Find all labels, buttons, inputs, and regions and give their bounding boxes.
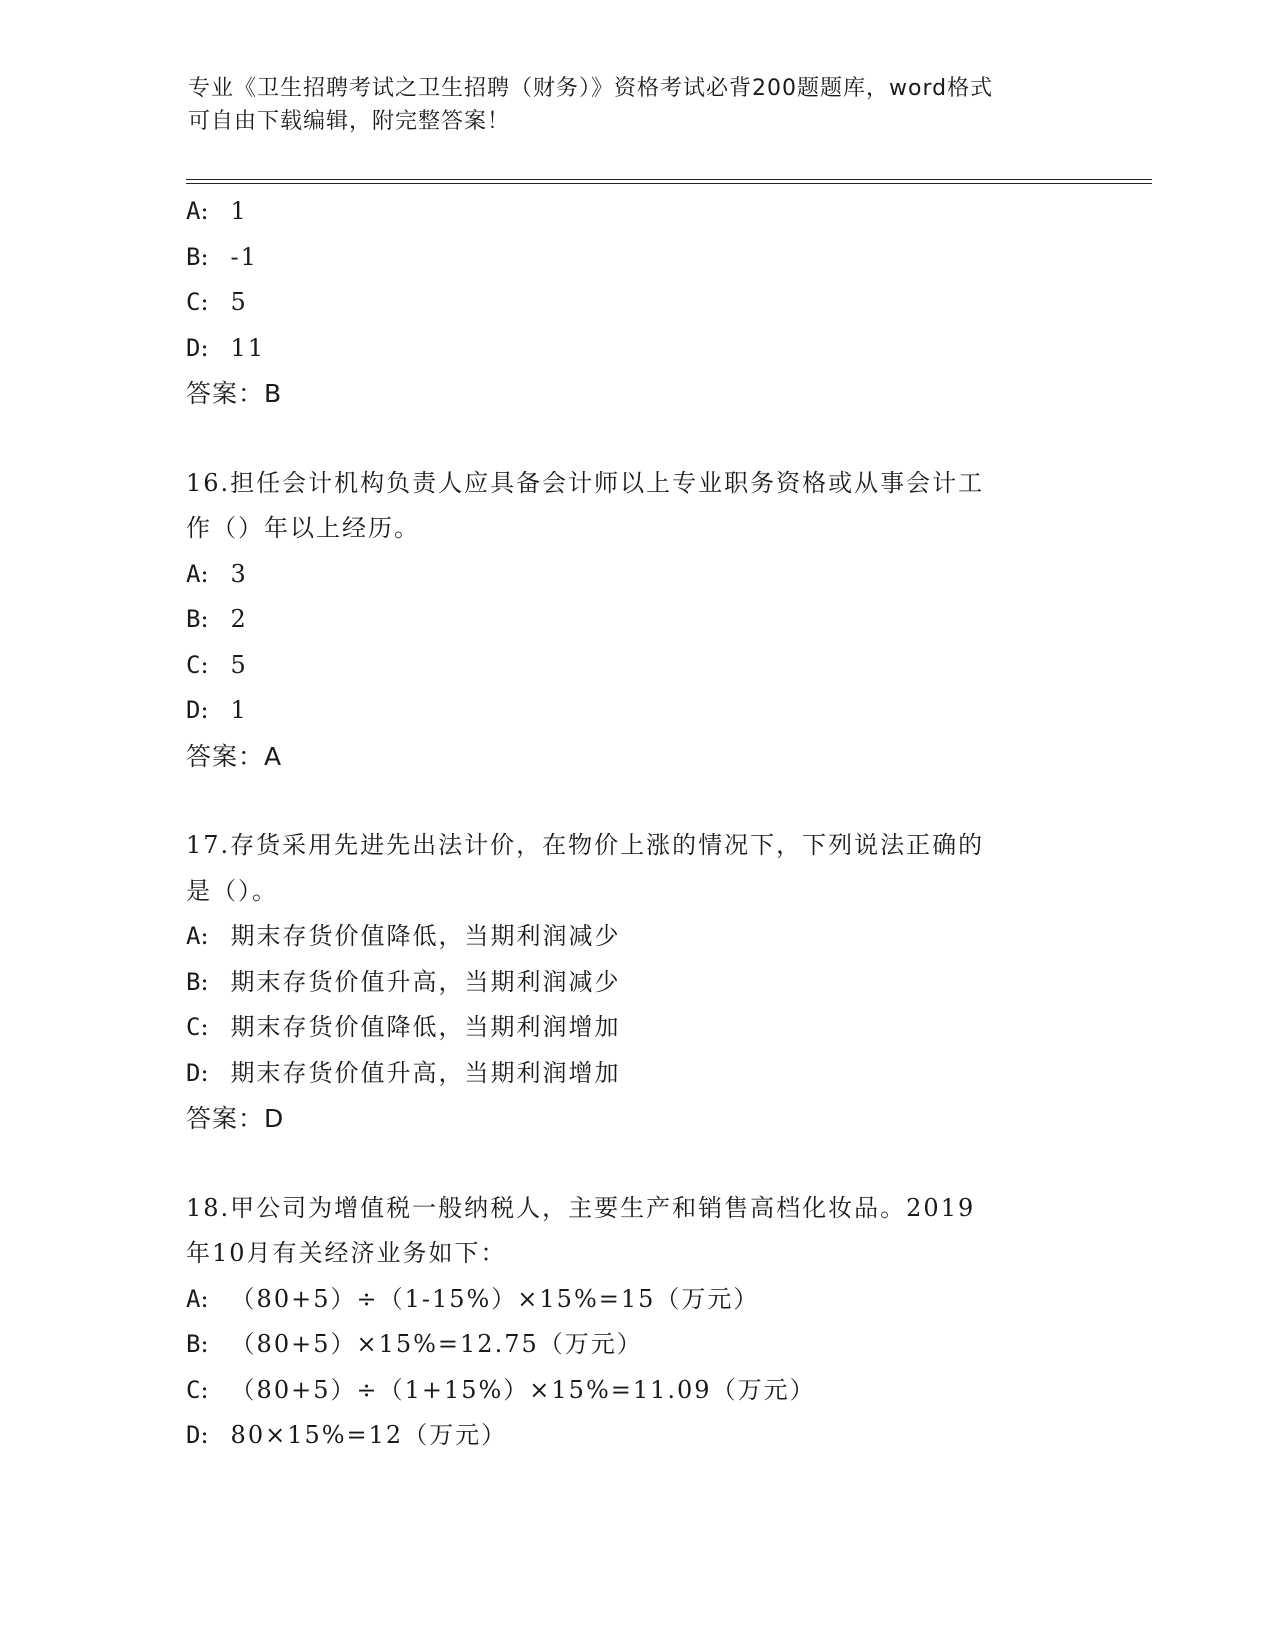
option-colon: : xyxy=(200,1330,211,1358)
answer-option xyxy=(186,1413,1086,1459)
option-letter: A xyxy=(186,197,201,225)
option-text: 2 xyxy=(230,605,248,633)
question-stem-line: 16.担任会计机构负责人应具备会计师以上专业职务资格或从事会计工 xyxy=(186,468,985,497)
option-letter: B xyxy=(186,605,201,633)
option-letter: A xyxy=(186,1284,201,1313)
option-text: 期末存货价值降低，当期利润增加 xyxy=(230,1013,621,1041)
option-colon: : xyxy=(200,922,211,950)
option-colon: : xyxy=(200,605,211,633)
question-stem-line: 作（）年以上经历。 xyxy=(186,514,420,542)
answer-option xyxy=(186,1277,1086,1323)
answer-label: 答案： xyxy=(186,741,265,771)
answer-option xyxy=(186,552,1086,598)
option-colon: : xyxy=(200,967,211,996)
question-block xyxy=(186,1186,1086,1459)
option-text: 1 xyxy=(230,197,248,225)
option-letter: A xyxy=(186,559,201,588)
document-header xyxy=(188,72,1088,138)
question-block xyxy=(186,461,1086,824)
question-list xyxy=(186,189,1086,1459)
answer-option xyxy=(186,1051,1086,1097)
question-stem-line: 是（）。 xyxy=(186,876,278,905)
question-block xyxy=(186,823,1086,1186)
answer-value: A xyxy=(264,741,283,771)
option-text: 期末存货价值降低，当期利润减少 xyxy=(230,922,621,950)
option-letter: D xyxy=(186,696,201,724)
option-text: 期末存货价值升高，当期利润增加 xyxy=(230,1058,621,1087)
answer-option xyxy=(186,688,1086,734)
option-colon: : xyxy=(200,1375,211,1404)
question-stem-line: 年10月有关经济业务如下： xyxy=(186,1239,507,1267)
option-text: 期末存货价值升高，当期利润减少 xyxy=(230,967,621,996)
answer-option xyxy=(186,643,1086,689)
answer-option xyxy=(186,1005,1086,1051)
option-colon: : xyxy=(200,1284,211,1313)
option-colon: : xyxy=(200,1421,211,1449)
header-divider xyxy=(186,179,1152,184)
answer-key xyxy=(186,1096,1086,1142)
answer-key xyxy=(186,371,1086,417)
answer-value: D xyxy=(264,1104,285,1133)
option-letter: C xyxy=(186,1375,201,1404)
header-title-line-1: 专业《卫生招聘考试之卫生招聘（财务）》资格考试必背200题题库，word格式 xyxy=(188,76,994,101)
answer-key xyxy=(186,734,1086,780)
answer-option xyxy=(186,1322,1086,1368)
option-colon: : xyxy=(200,333,211,362)
option-text: （80+5）×15%=12.75（万元） xyxy=(230,1330,643,1358)
header-title-line-2: 可自由下载编辑，附完整答案！ xyxy=(188,109,511,134)
option-letter: A xyxy=(186,922,201,950)
option-text: 11 xyxy=(230,333,266,362)
option-text: 80×15%=12（万元） xyxy=(230,1421,508,1449)
answer-option xyxy=(186,1368,1086,1414)
option-colon: : xyxy=(200,1058,211,1087)
option-text: （80+5）÷（1+15%）×15%=11.09（万元） xyxy=(230,1375,816,1404)
option-colon: : xyxy=(200,197,211,225)
option-letter: D xyxy=(186,1058,201,1087)
option-text: -1 xyxy=(230,242,258,271)
option-colon: : xyxy=(200,1013,211,1041)
question-stem-line: 18.甲公司为增值税一般纳税人，主要生产和销售高档化妆品。2019 xyxy=(186,1193,976,1222)
answer-label: 答案： xyxy=(186,1104,265,1133)
option-letter: B xyxy=(186,967,201,996)
option-colon: : xyxy=(200,650,211,679)
answer-option xyxy=(186,280,1086,326)
option-colon: : xyxy=(200,559,211,588)
answer-option xyxy=(186,235,1086,281)
option-letter: B xyxy=(186,1330,201,1358)
option-text: 5 xyxy=(230,650,248,679)
answer-option xyxy=(186,189,1086,235)
option-letter: C xyxy=(186,1013,201,1041)
option-letter: D xyxy=(186,1421,201,1449)
option-text: 3 xyxy=(230,559,248,588)
answer-option xyxy=(186,914,1086,960)
option-letter: C xyxy=(186,288,201,316)
option-colon: : xyxy=(200,696,211,724)
answer-value: B xyxy=(264,379,283,408)
option-colon: : xyxy=(200,242,211,271)
question-stem-line: 17.存货采用先进先出法计价，在物价上涨的情况下，下列说法正确的 xyxy=(186,831,985,859)
question-block xyxy=(186,189,1086,461)
option-text: 5 xyxy=(230,288,248,316)
answer-option xyxy=(186,326,1086,372)
option-colon: : xyxy=(200,288,211,316)
answer-option xyxy=(186,597,1086,643)
option-text: （80+5）÷（1-15%）×15%=15（万元） xyxy=(230,1284,760,1313)
option-letter: C xyxy=(186,650,201,679)
option-letter: B xyxy=(186,242,201,271)
option-text: 1 xyxy=(230,696,248,724)
answer-option xyxy=(186,960,1086,1006)
answer-label: 答案： xyxy=(186,379,265,408)
option-letter: D xyxy=(186,333,201,362)
